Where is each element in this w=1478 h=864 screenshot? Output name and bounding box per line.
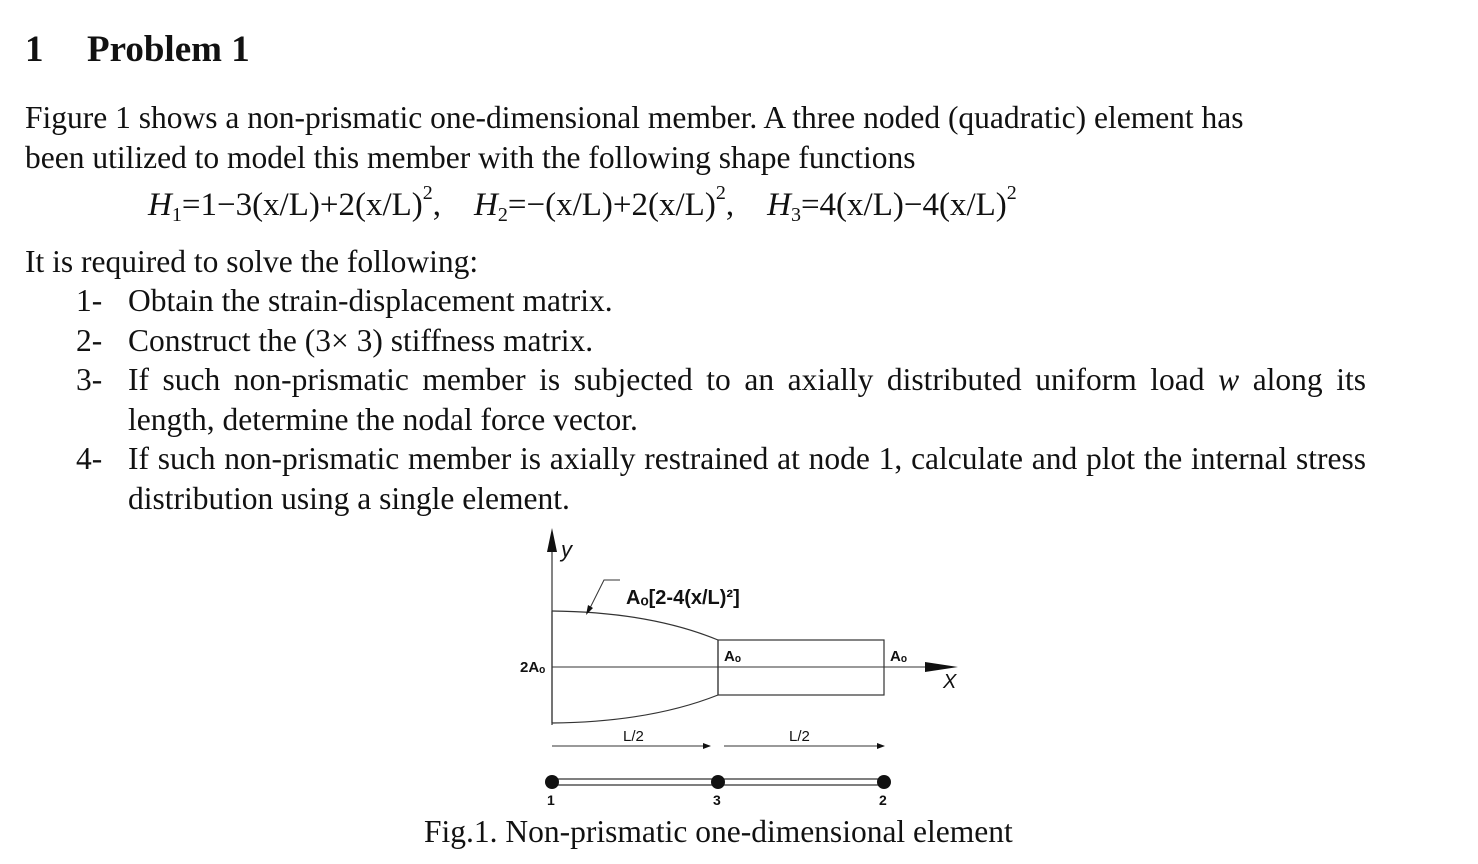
y-axis-arrow-icon: [547, 528, 557, 552]
intro-line-2: been utilized to model this member with the following shape functions: [25, 139, 916, 175]
node-label-2: 2: [879, 792, 887, 808]
h1-function: $H_1=1-3(x/L)+2(x/L)^2$,: [148, 182, 466, 226]
list-item: 1- Obtain the strain-displacement matrix.: [76, 283, 613, 318]
node-2: [877, 775, 891, 789]
dimension-label-left: L/2: [623, 728, 644, 745]
task-list: [76, 281, 1366, 518]
shape-functions-equation: [148, 182, 1017, 227]
figure-caption: Fig.1. Non-prismatic one-dimensional element: [424, 814, 1013, 849]
leader-arrow-icon: [586, 605, 593, 615]
node-label-1: 1: [547, 792, 555, 808]
intro-paragraph: [25, 98, 1365, 177]
list-item: 2- Construct the (3× 3) stiffness matrix.: [76, 322, 594, 358]
dimension-label-right: L/2: [789, 728, 810, 745]
h2-function: $H_2=-(x/L)+2(x/L)^2$,: [474, 182, 759, 226]
section-title: Problem 1: [87, 29, 250, 70]
mid-area-label: Aₒ: [724, 648, 741, 665]
intro-line-1: Figure 1 shows a non-prismatic one-dimensional member. A three noded (quadratic) element has: [25, 100, 1244, 135]
y-axis-label: y: [561, 537, 572, 562]
x-axis-label: X: [943, 671, 957, 693]
area-formula-label: Aₒ[2-4(x/L)²]: [626, 587, 740, 609]
requirement-intro: It is required to solve the following:: [25, 244, 479, 279]
h3-function: $H_3=4(x/L)-4(x/L)^2$: [767, 182, 1017, 226]
section-heading: [25, 28, 250, 71]
right-area-label: Aₒ: [890, 648, 907, 665]
load-symbol: w: [1218, 362, 1240, 397]
area-leader-line: [589, 580, 620, 610]
node-label-3: 3: [713, 792, 721, 808]
left-area-label: 2Aₒ: [520, 659, 546, 676]
list-item: 4- If such non-prismatic member is axially restrained at node 1, calculate and plot the internal stress distribution using a single element.: [76, 441, 1366, 516]
section-number: 1: [25, 29, 44, 70]
list-item: 3- If such non-prismatic member is subjected to an axially distributed uniform load w along its length, determine the nodal force vector.: [76, 362, 1367, 437]
node-1: [545, 775, 559, 789]
member-figure: [500, 520, 980, 812]
node-3: [711, 775, 725, 789]
